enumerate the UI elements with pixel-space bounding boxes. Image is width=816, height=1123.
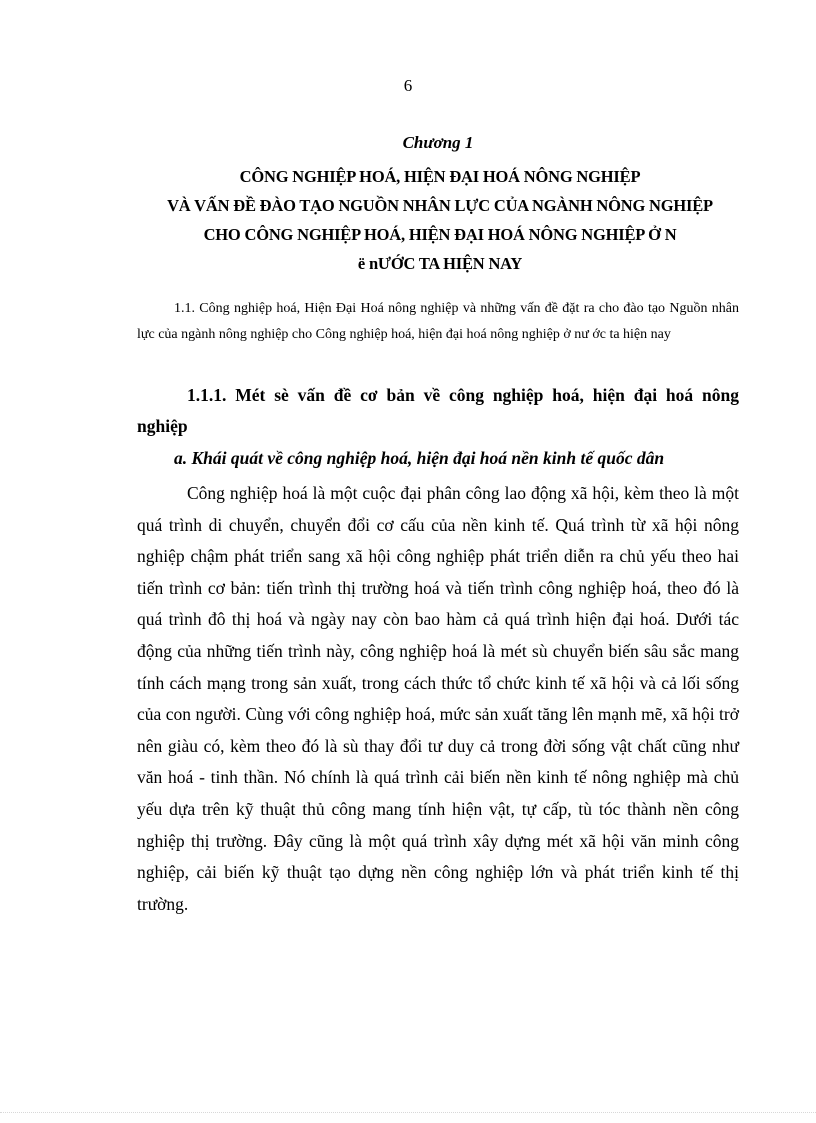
body-paragraph: Công nghiệp hoá là một cuộc đại phân công lao động xã hội, kèm theo là một quá trình di chuyển, chuyển đổi cơ cấu của nền kinh tế. Quá trình từ xã hội nông nghiệp chậm phát triển sang xã hội công nghiệp phát triển diễn ra chủ yếu theo hai tiến trình cơ bản: tiến trình thị trường hoá và tiến trình công nghiệp hoá, theo đó là quá trình đô thị hoá và ngày nay còn bao hàm cả quá trình hiện đại hoá. Dưới tác động của những tiến trình này, công nghiệp hoá là mét sù chuyển biến sâu sắc mang tính cách mạng trong sản xuất, trong cách thức tổ chức kinh tế xã hội và cả lối sống của con người. Cùng với công nghiệp hoá, mức sản xuất tăng lên mạnh mẽ, xã hội trở nên giàu có, kèm theo đó là sù thay đổi tư duy cả trong đời sống vật chất cũng như văn hoá - tinh thần. Nó chính là quá trình cải biến nền kinh tế nông nghiệp mà chủ yếu dựa trên kỹ thuật thủ công mang tính hiện vật, tự cấp, tù tóc thành nền công nghiệp thị trường. Đây cũng là một quá trình xây dựng mét xã hội văn minh công nghiệp, cải biến kỹ thuật tạo dựng nền công nghiệp lớn và phát triển kinh tế thị trường. xyxy=(137,483,739,914)
subsection-heading-a: a. Khái quát về công nghiệp hoá, hiện đại hoá nền kinh tế quốc dân xyxy=(174,448,665,468)
chapter-title xyxy=(130,162,750,278)
chapter-title-line: VÀ VẤN ĐỀ ĐÀO TẠO NGUỒN NHÂN LỰC CỦA NGÀNH NÔNG NGHIỆP xyxy=(167,196,713,215)
page-number: 6 xyxy=(403,76,413,95)
section-heading-1-1: 1.1. Công nghiệp hoá, Hiện Đại Hoá nông nghiệp và những vấn đề đặt ra cho đào tạo Nguồn nhân lực của ngành nông nghiệp cho Công nghiệp hoá, hiện đại hoá nông nghiệp ở nư ớc ta hiện nay xyxy=(137,301,739,342)
chapter-title-line: ë nƯỚC TA HIỆN NAY xyxy=(357,254,523,273)
chapter-title-line: CHO CÔNG NGHIỆP HOÁ, HIỆN ĐẠI HOÁ NÔNG NGHIỆP Ở N xyxy=(203,225,677,244)
chapter-label: Chương 1 xyxy=(402,133,474,152)
page-bottom-divider xyxy=(0,1112,816,1113)
section-heading-1-1-1: 1.1.1. Mét sè vấn đề cơ bản về công nghiệp hoá, hiện đại hoá nông nghiệp xyxy=(137,385,739,436)
chapter-title-line: CÔNG NGHIỆP HOÁ, HIỆN ĐẠI HOÁ NÔNG NGHIỆP xyxy=(239,167,641,186)
